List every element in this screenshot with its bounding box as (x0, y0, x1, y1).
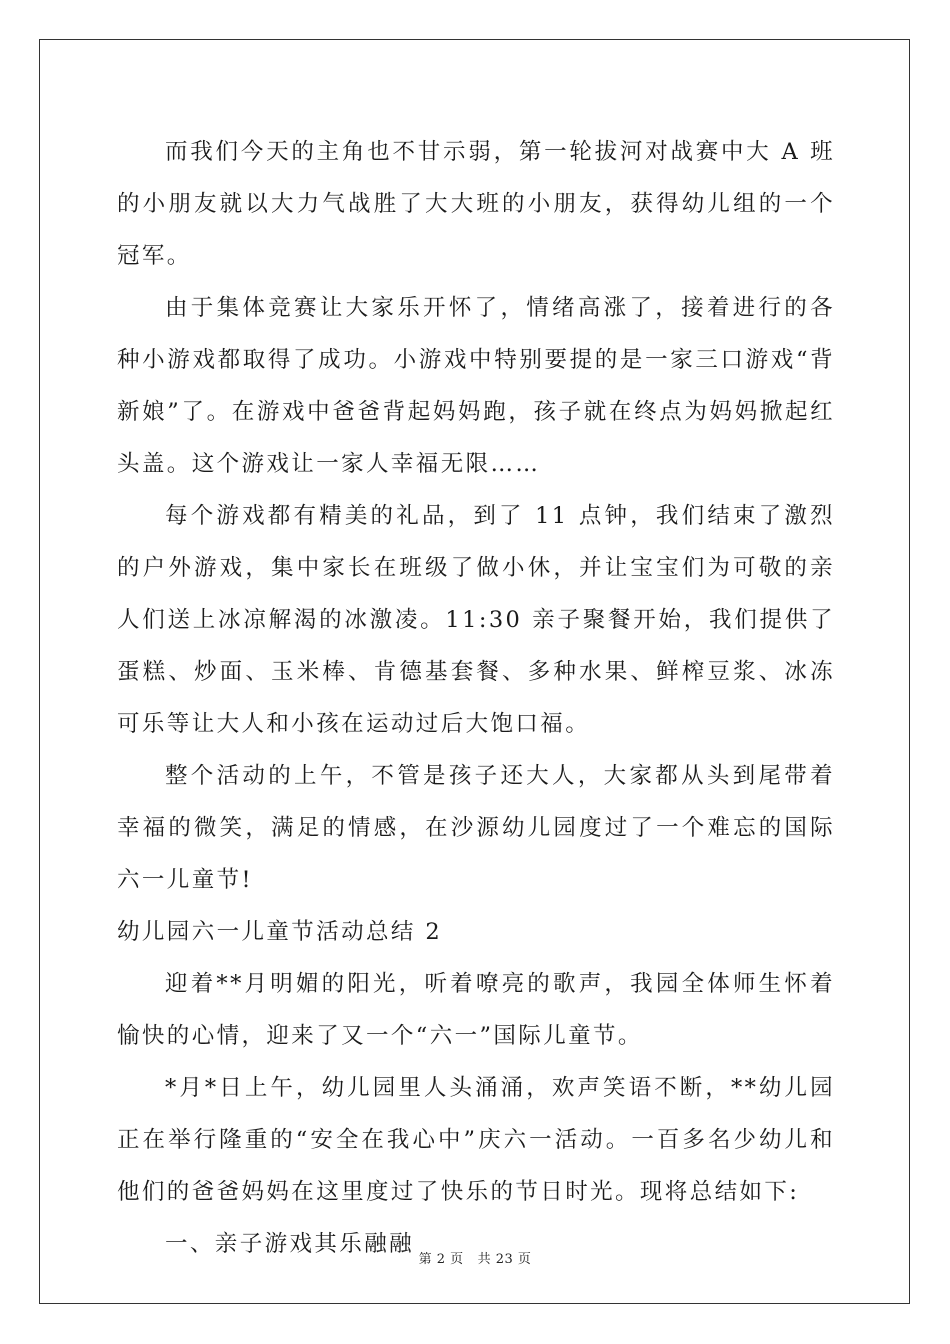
page-total: 共 23 页 (477, 1252, 532, 1267)
page-footer (0, 1248, 950, 1267)
paragraph-gifts-and-meal: 每个游戏都有精美的礼品，到了 11 点钟，我们结束了激烈的户外游戏，集中家长在班级了做小休，并让宝宝们为可敬的亲人们送上冰凉解渴的冰激凌。11:30 亲子聚餐开始，我们提供了蛋糕、炒面、玉米棒、肯德基套餐、多种水果、鲜榨豆浆、冰冻可乐等让大人和小孩在运动过后大饱口福。 (117, 503, 835, 737)
subsection-heading: 一、亲子游戏其乐融融 (165, 1231, 415, 1257)
section-heading: 幼儿园六一儿童节活动总结 2 (117, 919, 443, 945)
page-number: 第 2 页 (418, 1252, 464, 1267)
paragraph-tug-of-war: 而我们今天的主角也不甘示弱，第一轮拔河对战赛中大 A 班的小朋友就以大力气战胜了大大班的小朋友，获得幼儿组的一个冠军。 (117, 139, 835, 269)
paragraph-event-description: *月*日上午，幼儿园里人头涌涌，欢声笑语不断，**幼儿园正在举行隆重的“安全在我心中”庆六一活动。一百多名少幼儿和他们的爸爸妈妈在这里度过了快乐的节日时光。现将总结如下: (117, 1075, 835, 1205)
paragraph-small-games: 由于集体竞赛让大家乐开怀了，情绪高涨了，接着进行的各种小游戏都取得了成功。小游戏中特别要提的是一家三口游戏“背新娘”了。在游戏中爸爸背起妈妈跑，孩子就在终点为妈妈掀起红头盖。这个游戏让一家人幸福无限…… (117, 295, 835, 477)
document-body (117, 126, 835, 1270)
paragraph-intro: 迎着**月明媚的阳光，听着嘹亮的歌声，我园全体师生怀着愉快的心情，迎来了又一个“六一”国际儿童节。 (117, 971, 835, 1049)
paragraph-morning-summary: 整个活动的上午，不管是孩子还大人，大家都从头到尾带着幸福的微笑，满足的情感，在沙源幼儿园度过了一个难忘的国际六一儿童节! (117, 763, 835, 893)
